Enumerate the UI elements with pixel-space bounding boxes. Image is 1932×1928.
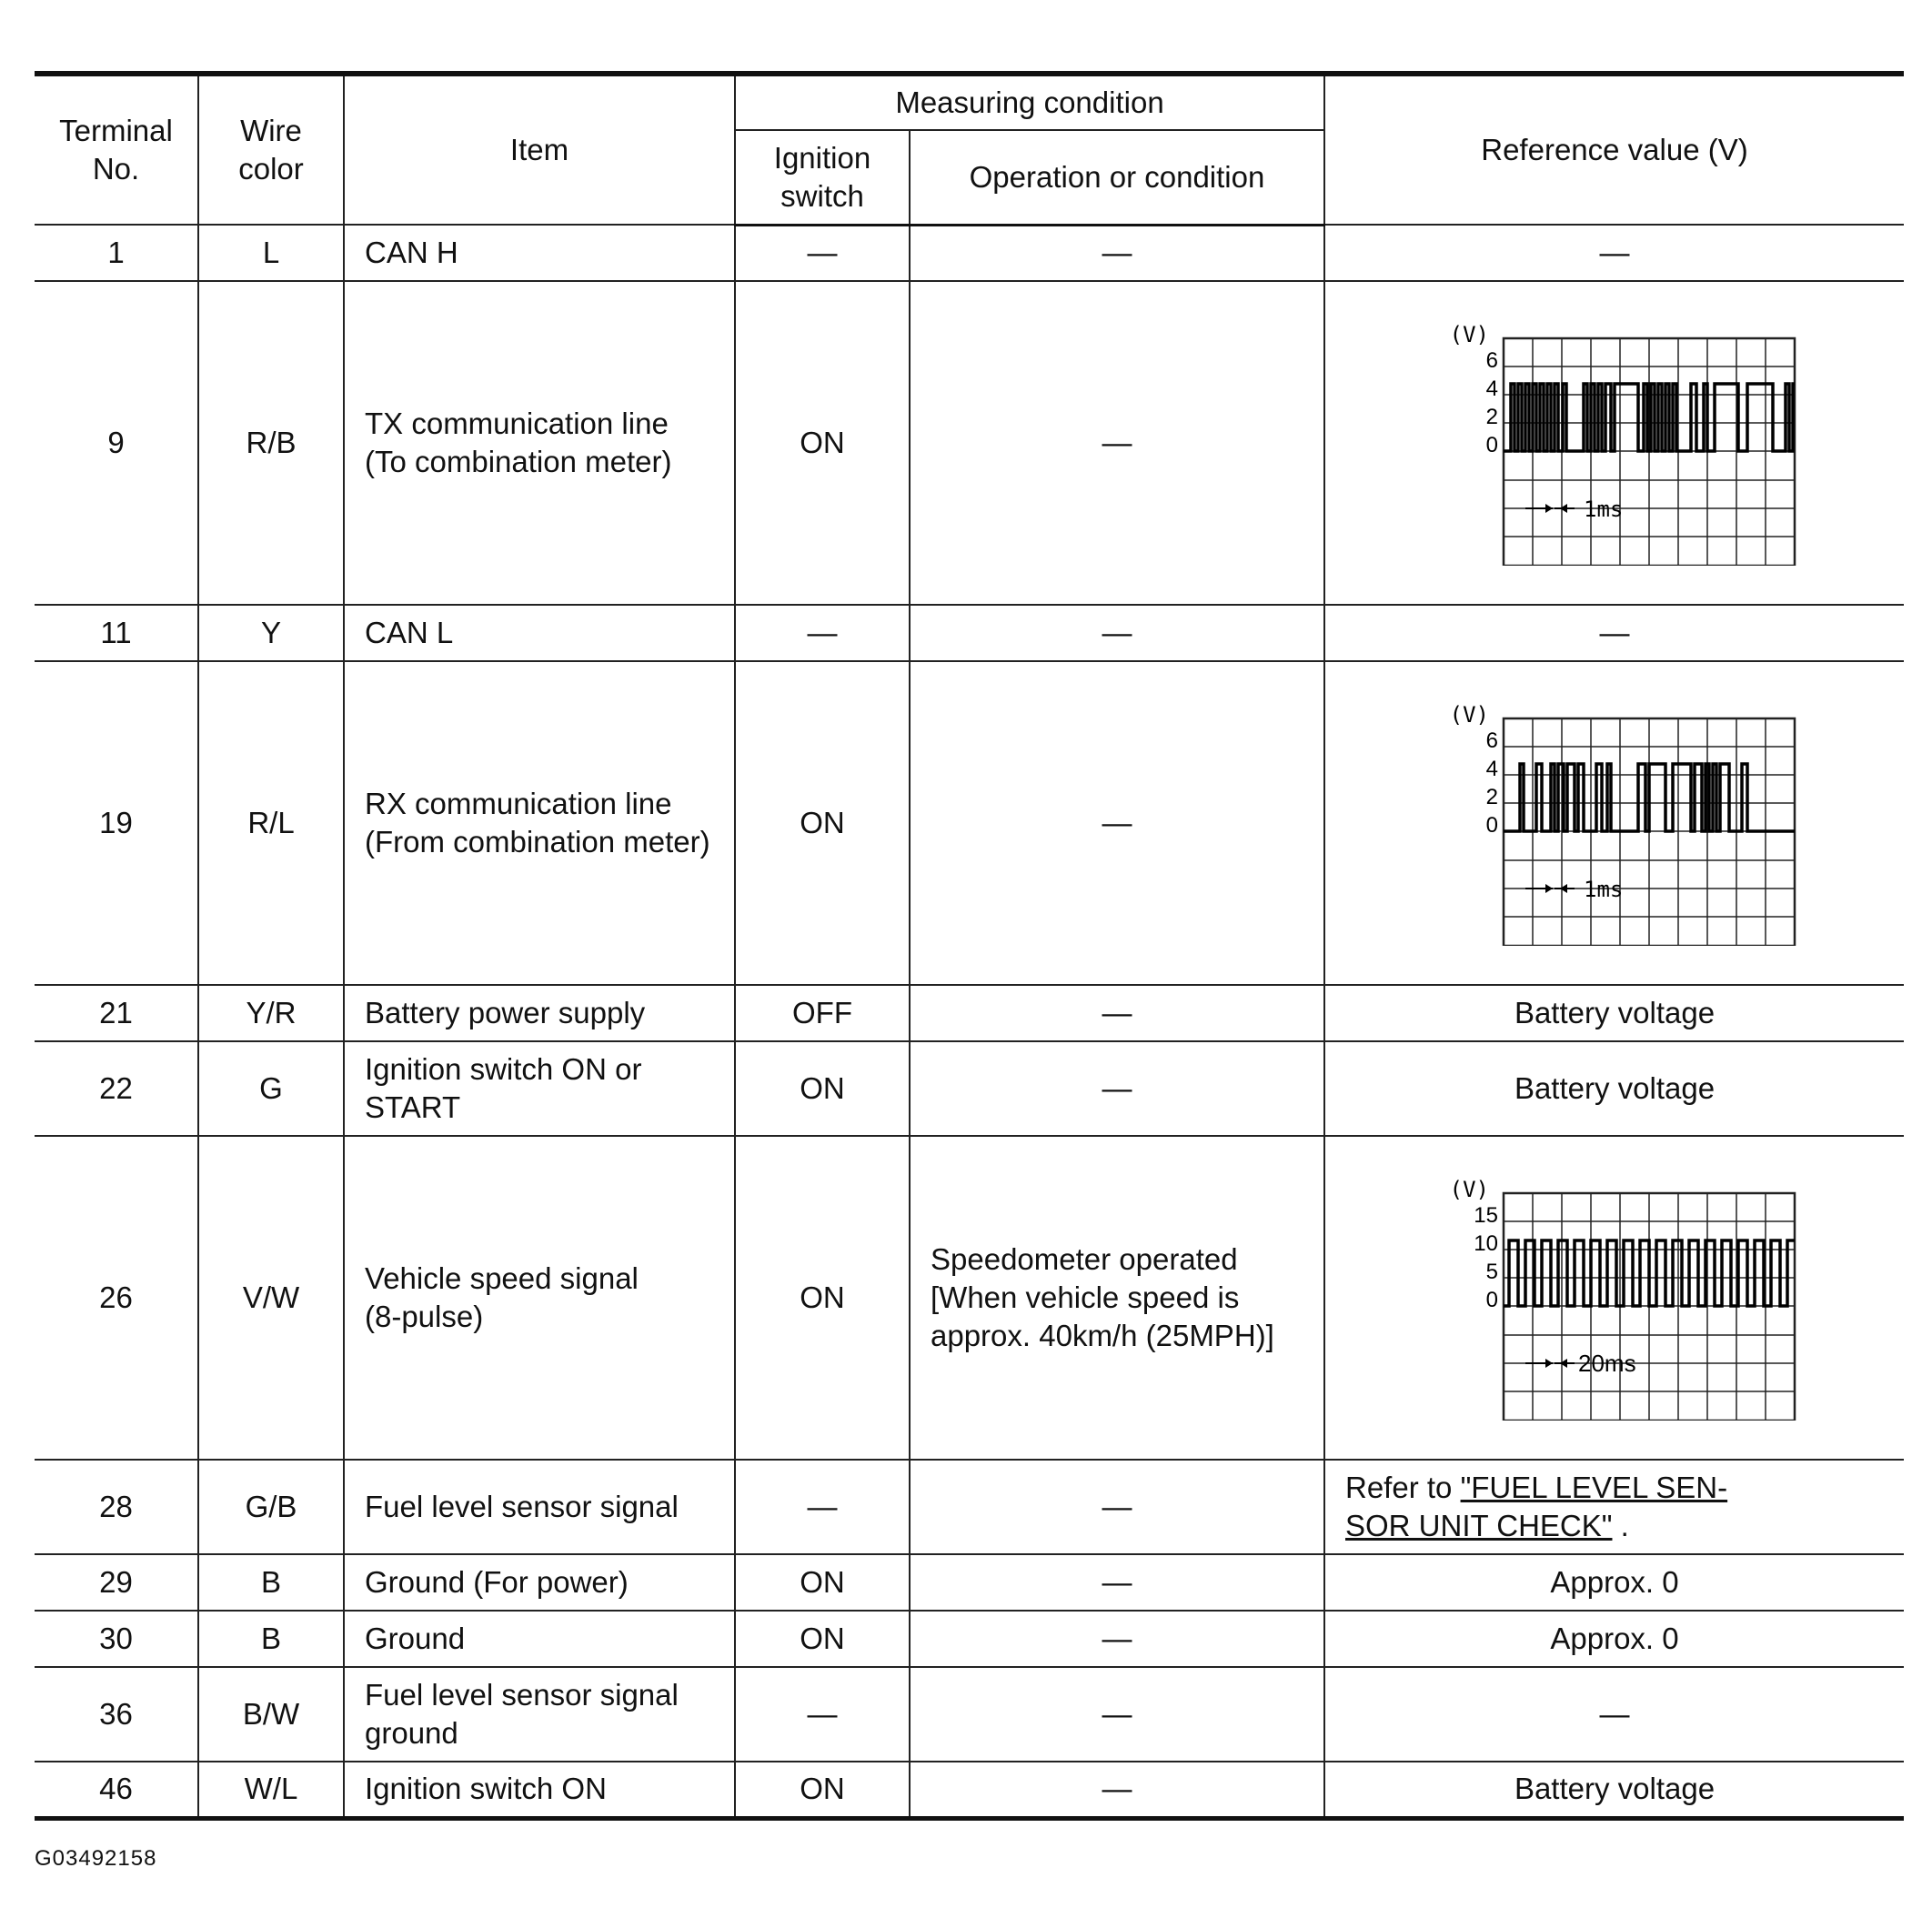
header-wire-color: Wire color: [198, 74, 344, 225]
table-row: [35, 225, 1904, 281]
wire-color-cell: G/B: [198, 1460, 344, 1554]
operation-cell: —: [910, 661, 1324, 985]
reference-cell: [1324, 281, 1904, 605]
item-line: Fuel level sensor signal: [365, 1678, 679, 1712]
header-item: Item: [344, 74, 735, 225]
terminal-cell: 1: [35, 225, 198, 281]
reference-cell: —: [1324, 1667, 1904, 1762]
operation-cell: [910, 1136, 1324, 1460]
table-row: [35, 985, 1904, 1041]
terminal-cell: 46: [35, 1762, 198, 1818]
ignition-cell: —: [735, 225, 910, 281]
speed-signal-trace: [1504, 1240, 1795, 1306]
terminal-cell: 29: [35, 1554, 198, 1611]
table-row: [35, 1611, 1904, 1667]
fuel-level-sensor-check-link-cont[interactable]: SOR UNIT CHECK": [1345, 1509, 1613, 1542]
item-cell: [344, 1136, 735, 1460]
wire-color-cell: R/L: [198, 661, 344, 985]
wave-tick: 5: [1485, 1260, 1498, 1284]
terminal-cell: 21: [35, 985, 198, 1041]
wire-color-cell: Y/R: [198, 985, 344, 1041]
header-terminal: Terminal No.: [35, 74, 198, 225]
time-scale-marker: [1525, 877, 1623, 902]
terminal-cell: 30: [35, 1611, 198, 1667]
wave-tick: 4: [1485, 757, 1498, 781]
item-cell: [344, 661, 735, 985]
table-row: [35, 281, 1904, 605]
item-cell: CAN L: [344, 605, 735, 661]
operation-line: [When vehicle speed is: [931, 1280, 1240, 1314]
table-row: [35, 1041, 1904, 1136]
operation-cell: —: [910, 225, 1324, 281]
time-scale-marker: [1525, 497, 1623, 522]
terminal-cell: 11: [35, 605, 198, 661]
wave-tick: 0: [1485, 433, 1498, 457]
operation-cell: —: [910, 1460, 1324, 1554]
item-cell: [344, 1667, 735, 1762]
table-row: [35, 1667, 1904, 1762]
item-cell: Fuel level sensor signal: [344, 1460, 735, 1554]
wave-tick: 10: [1474, 1231, 1498, 1256]
operation-line: approx. 40km/h (25MPH)]: [931, 1319, 1274, 1352]
table-row: [35, 1554, 1904, 1611]
reference-cell: Battery voltage: [1324, 1041, 1904, 1136]
wave-tick: 6: [1485, 728, 1498, 753]
item-line: (To combination meter): [365, 445, 672, 478]
wire-color-cell: R/B: [198, 281, 344, 605]
item-line: START: [365, 1090, 461, 1124]
reference-cell: [1324, 1460, 1904, 1554]
wire-color-cell: B: [198, 1554, 344, 1611]
ignition-cell: OFF: [735, 985, 910, 1041]
terminal-cell: 28: [35, 1460, 198, 1554]
wire-color-cell: B: [198, 1611, 344, 1667]
wire-color-cell: L: [198, 225, 344, 281]
reference-cell: —: [1324, 605, 1904, 661]
item-cell: Ground: [344, 1611, 735, 1667]
item-line: ground: [365, 1716, 458, 1750]
operation-cell: —: [910, 1041, 1324, 1136]
wire-color-cell: B/W: [198, 1667, 344, 1762]
time-scale-label: 1ms: [1584, 877, 1624, 902]
table-row: [35, 1762, 1904, 1818]
item-line: (8-pulse): [365, 1300, 484, 1333]
operation-cell: —: [910, 1611, 1324, 1667]
ignition-cell: —: [735, 1667, 910, 1762]
wave-unit-label: (V): [1449, 1177, 1489, 1202]
header-measuring-condition: Measuring condition: [735, 74, 1324, 130]
wave-tick: 6: [1485, 348, 1498, 373]
item-line: TX communication line: [365, 407, 669, 440]
item-cell: Ignition switch ON: [344, 1762, 735, 1818]
item-cell: [344, 1041, 735, 1136]
wire-color-cell: V/W: [198, 1136, 344, 1460]
fuel-level-sensor-check-link[interactable]: "FUEL LEVEL SEN-: [1460, 1471, 1728, 1504]
table-row: [35, 605, 1904, 661]
reference-cell: [1324, 661, 1904, 985]
ignition-cell: ON: [735, 1554, 910, 1611]
rx-signal-trace: [1504, 764, 1795, 831]
time-scale-marker: [1525, 1350, 1636, 1377]
reference-cell: [1324, 1136, 1904, 1460]
ignition-cell: —: [735, 605, 910, 661]
table-row: [35, 661, 1904, 985]
ignition-cell: ON: [735, 1136, 910, 1460]
item-line: Ignition switch ON or: [365, 1052, 642, 1086]
reference-cell: Approx. 0: [1324, 1554, 1904, 1611]
wave-unit-label: (V): [1449, 322, 1489, 347]
operation-line: Speedometer operated: [931, 1242, 1238, 1276]
figure-code: G03492158: [35, 1846, 157, 1871]
wave-tick: 0: [1485, 1288, 1498, 1312]
wave-tick: 0: [1485, 813, 1498, 838]
item-cell: Ground (For power): [344, 1554, 735, 1611]
item-line: (From combination meter): [365, 825, 710, 859]
header-ignition-switch: Ignition switch: [735, 130, 910, 225]
ignition-cell: ON: [735, 1762, 910, 1818]
wire-color-cell: W/L: [198, 1762, 344, 1818]
terminal-cell: 9: [35, 281, 198, 605]
reference-prefix: Refer to: [1345, 1471, 1461, 1504]
rx-waveform-oscilloscope: [1433, 700, 1796, 946]
operation-cell: —: [910, 605, 1324, 661]
table-row: [35, 1136, 1904, 1460]
wave-unit-label: (V): [1449, 702, 1489, 728]
tx-waveform-oscilloscope: [1433, 320, 1796, 566]
reference-cell: Battery voltage: [1324, 985, 1904, 1041]
wire-color-cell: G: [198, 1041, 344, 1136]
reference-cell: Approx. 0: [1324, 1611, 1904, 1667]
reference-cell: Battery voltage: [1324, 1762, 1904, 1818]
terminal-cell: 19: [35, 661, 198, 985]
ignition-cell: —: [735, 1460, 910, 1554]
item-line: RX communication line: [365, 787, 672, 820]
item-line: Vehicle speed signal: [365, 1261, 639, 1295]
terminal-cell: 36: [35, 1667, 198, 1762]
item-cell: CAN H: [344, 225, 735, 281]
reference-cell: —: [1324, 225, 1904, 281]
wave-tick: 2: [1485, 785, 1498, 809]
time-scale-label: 1ms: [1584, 497, 1624, 522]
wave-tick: 2: [1485, 405, 1498, 429]
ignition-cell: ON: [735, 1611, 910, 1667]
ignition-cell: ON: [735, 661, 910, 985]
wave-tick: 4: [1485, 377, 1498, 401]
table-row: [35, 1460, 1904, 1554]
ignition-cell: ON: [735, 1041, 910, 1136]
header-row: [35, 74, 1904, 130]
item-cell: Battery power supply: [344, 985, 735, 1041]
operation-cell: —: [910, 1762, 1324, 1818]
terminal-cell: 26: [35, 1136, 198, 1460]
time-scale-label: 20ms: [1578, 1350, 1636, 1377]
terminal-cell: 22: [35, 1041, 198, 1136]
operation-cell: —: [910, 1554, 1324, 1611]
operation-cell: —: [910, 281, 1324, 605]
operation-cell: —: [910, 1667, 1324, 1762]
header-reference-value: Reference value (V): [1324, 74, 1904, 225]
header-operation: Operation or condition: [910, 130, 1324, 225]
terminal-reference-table: [35, 71, 1904, 1821]
ignition-cell: ON: [735, 281, 910, 605]
speed-waveform-oscilloscope: [1433, 1175, 1796, 1421]
wire-color-cell: Y: [198, 605, 344, 661]
item-cell: [344, 281, 735, 605]
wave-tick: 15: [1474, 1203, 1498, 1228]
operation-cell: —: [910, 985, 1324, 1041]
reference-suffix: .: [1612, 1509, 1629, 1542]
